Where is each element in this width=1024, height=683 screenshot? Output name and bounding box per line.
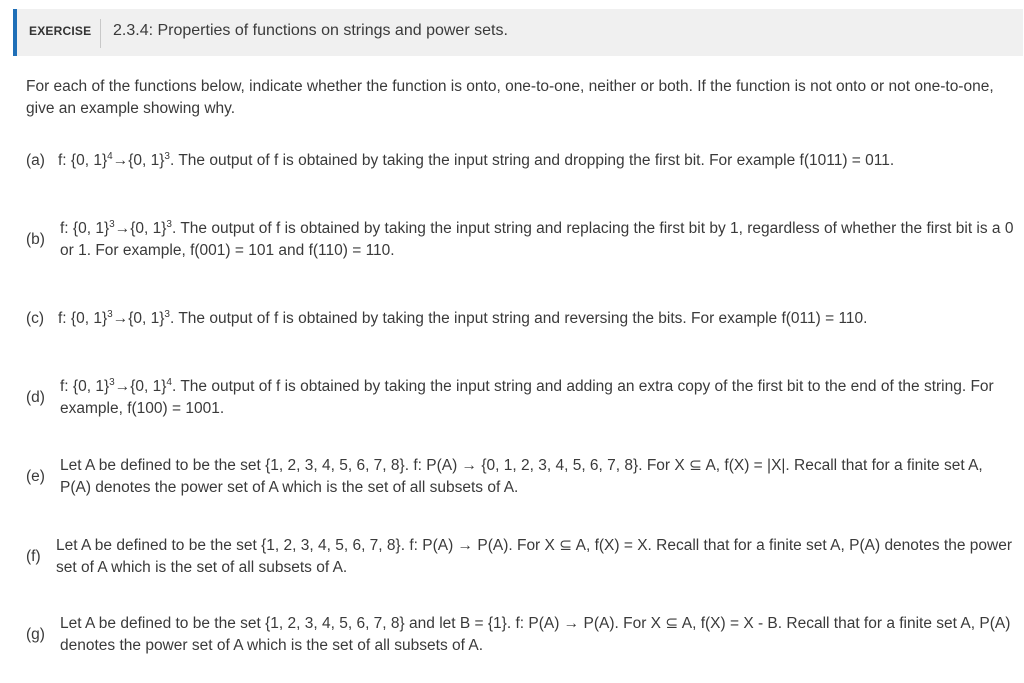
domain-exponent: 3	[109, 219, 115, 230]
header-divider	[100, 19, 101, 48]
function-domain: f: {0, 1}	[58, 310, 108, 327]
item-text: Let A be defined to be the set {1, 2, 3, 4, 5, 6, 7, 8} and let B = {1}. f: P(A) → P(A). For X ⊆ A, f(X) = X - B. Recall that for a finite set A, P(A) denotes the power set of A which is the set of all subsets of A.	[60, 615, 1011, 654]
function-codomain: →{0, 1}	[112, 152, 165, 169]
exercise-item-c	[26, 308, 1018, 330]
item-label: (b)	[26, 231, 45, 248]
exercise-item-b	[26, 218, 1018, 262]
exercise-intro: For each of the functions below, indicate whether the function is onto, one-to-one, neither or both. If the function is not onto or not one-to-one, give an example showing why.	[26, 78, 994, 117]
item-description: . The output of f is obtained by taking the input string and replacing the first bit by 1, regardless of whether the first bit is a 0 or 1. For example, f(001) = 101 and f(110) = 110.	[60, 220, 1014, 259]
exercise-item-d	[26, 376, 1018, 420]
function-codomain: →{0, 1}	[112, 310, 165, 327]
item-text	[58, 308, 1018, 330]
item-label: (c)	[26, 310, 45, 327]
function-domain: f: {0, 1}	[58, 152, 108, 169]
exercise-item-e	[26, 455, 1018, 499]
exercise-header	[13, 9, 1023, 56]
codomain-exponent: 4	[166, 377, 172, 388]
item-text: Let A be defined to be the set {1, 2, 3, 4, 5, 6, 7, 8}. f: P(A) → {0, 1, 2, 3, 4, 5, 6, 7, 8}. For X ⊆ A, f(X) = |X|. Recall that for a finite set A, P(A) denotes the power set of A which is the set of all subsets of A.	[60, 457, 983, 496]
function-codomain: →{0, 1}	[114, 378, 167, 395]
item-description: . The output of f is obtained by taking the input string and reversing the bits. For example f(011) = 110.	[169, 310, 868, 327]
item-text	[60, 218, 1018, 262]
item-label: (g)	[26, 626, 45, 643]
item-text	[58, 150, 1018, 172]
domain-exponent: 3	[107, 309, 113, 320]
function-domain: f: {0, 1}	[60, 378, 110, 395]
domain-exponent: 3	[109, 377, 115, 388]
item-text: Let A be defined to be the set {1, 2, 3, 4, 5, 6, 7, 8}. f: P(A) → P(A). For X ⊆ A, f(X) = X. Recall that for a finite set A, P(A) denotes the power set of A which is the set of all subsets of A.	[56, 537, 1012, 576]
item-label: (e)	[26, 468, 45, 485]
exercise-title: 2.3.4: Properties of functions on strings and power sets.	[113, 22, 508, 39]
item-label: (d)	[26, 389, 45, 406]
item-text	[60, 376, 1020, 420]
codomain-exponent: 3	[164, 151, 170, 162]
item-description: . The output of f is obtained by taking the input string and adding an extra copy of the first bit to the end of the string. For example, f(100) = 1001.	[60, 378, 994, 417]
function-domain: f: {0, 1}	[60, 220, 110, 237]
item-label: (a)	[26, 152, 45, 169]
exercise-item-f	[26, 535, 1018, 579]
exercise-item-a	[26, 150, 1018, 172]
codomain-exponent: 3	[164, 309, 170, 320]
function-codomain: →{0, 1}	[114, 220, 167, 237]
codomain-exponent: 3	[166, 219, 172, 230]
item-label: (f)	[26, 548, 41, 565]
exercise-tag: EXERCISE	[29, 24, 92, 38]
exercise-item-g	[26, 613, 1018, 657]
domain-exponent: 4	[107, 151, 113, 162]
item-description: . The output of f is obtained by taking the input string and dropping the first bit. For example f(1011) = 011.	[169, 152, 895, 169]
